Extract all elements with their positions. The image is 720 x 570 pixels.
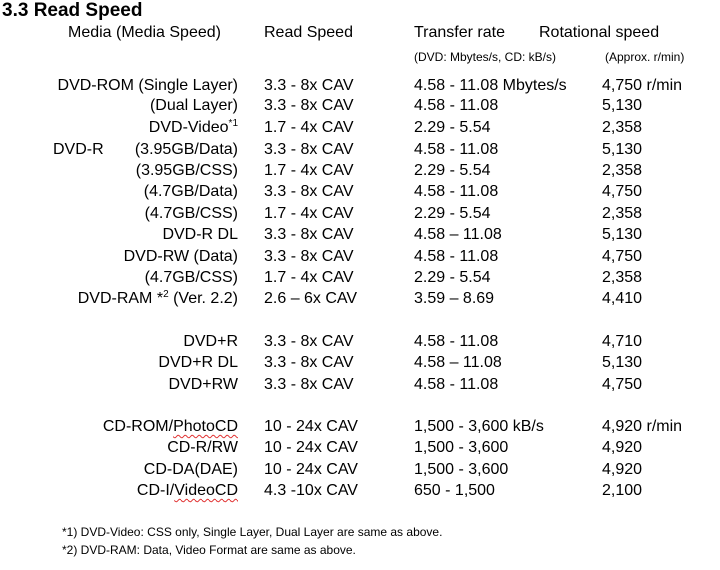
transfer-rate-cell: 1,500 - 3,600 kB/s [414, 418, 544, 435]
transfer-rate-cell: 4.58 - 11.08 [414, 183, 499, 200]
transfer-rate-cell: 2.29 - 5.54 [414, 119, 491, 136]
table-row [0, 141, 720, 161]
transfer-rate-cell: 2.29 - 5.54 [414, 205, 491, 222]
media-cell [78, 290, 238, 308]
rotational-speed-cell: 2,358 [602, 269, 643, 286]
rotational-speed-cell: 4,710 [602, 333, 643, 350]
media-cell [183, 333, 238, 351]
media-label: CD-R/RW [167, 439, 238, 456]
rotational-speed-cell: 2,358 [602, 119, 643, 136]
rotational-speed-cell: 4,410 [602, 290, 643, 307]
transfer-rate-cell: 4.58 - 11.08 [414, 333, 499, 350]
media-label: (Dual Layer) [149, 97, 238, 114]
media-cell [103, 418, 238, 436]
rotational-speed-cell: 2,358 [602, 205, 643, 222]
media-cell [58, 77, 238, 95]
media-label: CD-DA(DAE) [143, 461, 238, 478]
rotational-speed-unit: (Approx. r/min) [605, 50, 685, 64]
transfer-rate-cell: 4.58 - 11.08 [414, 248, 499, 265]
read-speed-cell: 4.3 -10x CAV [264, 482, 358, 499]
rotational-speed-cell: 4,750 [602, 183, 643, 200]
media-label: (3.95GB/Data) [134, 141, 238, 158]
transfer-rate-cell: 3.59 – 8.69 [414, 290, 495, 307]
media-label: DVD-Video [148, 119, 229, 136]
read-speed-cell: 3.3 - 8x CAV [264, 376, 354, 393]
rotational-speed-cell: 4,920 [602, 461, 643, 478]
footnote-ref: *1 [228, 118, 238, 129]
rotational-speed-cell: 4,750 r/min [602, 77, 683, 94]
footnote-ref: 2 [163, 289, 169, 300]
media-cell [145, 205, 238, 223]
read-speed-cell: 1.7 - 4x CAV [264, 119, 354, 136]
table-row [0, 248, 720, 268]
rotational-speed-cell: 4,920 [602, 439, 643, 456]
media-label: (4.7GB/CSS) [144, 269, 238, 286]
transfer-rate-cell: 2.29 - 5.54 [414, 162, 491, 179]
rotational-speed-cell: 4,750 [602, 248, 643, 265]
transfer-rate-cell: 1,500 - 3,600 [414, 461, 509, 478]
spellcheck-word: PhotoCD [173, 418, 238, 435]
section-title: 3.3 Read Speed [2, 0, 143, 21]
rotational-speed-cell: 5,130 [602, 354, 643, 371]
table-row [0, 226, 720, 246]
media-label: DVD+R [183, 333, 238, 350]
media-label-suffix: (Ver. 2.2) [168, 290, 238, 307]
rotational-speed-cell: 4,750 [602, 376, 643, 393]
media-label: DVD-ROM (Single Layer) [57, 77, 238, 94]
read-speed-cell: 3.3 - 8x CAV [264, 77, 354, 94]
media-cell [137, 482, 238, 500]
table-row [0, 290, 720, 310]
media-label: CD-I/ [136, 482, 175, 499]
transfer-rate-cell: 4.58 - 11.08 [414, 97, 499, 114]
header-rotational-speed: Rotational speed [539, 24, 660, 41]
read-speed-cell: 3.3 - 8x CAV [264, 226, 354, 243]
transfer-rate-cell: 4.58 – 11.08 [414, 226, 502, 243]
table-row [0, 354, 720, 374]
transfer-rate-cell: 4.58 - 11.08 [414, 141, 499, 158]
read-speed-cell: 10 - 24x CAV [264, 461, 358, 478]
media-cell [144, 461, 238, 479]
rotational-speed-cell: 2,358 [602, 162, 643, 179]
transfer-rate-cell: 4.58 - 11.08 [414, 376, 499, 393]
table-row [0, 461, 720, 481]
media-label: DVD-RW (Data) [123, 248, 238, 265]
media-label: DVD-RAM * [77, 290, 164, 307]
table-row [0, 97, 720, 117]
header-media: Media (Media Speed) [68, 24, 221, 41]
media-cell [144, 183, 238, 201]
media-cell [135, 141, 238, 159]
read-speed-cell: 1.7 - 4x CAV [264, 205, 354, 222]
rotational-speed-cell: 5,130 [602, 226, 643, 243]
table-row [0, 269, 720, 289]
media-label: CD-ROM/ [102, 418, 174, 435]
rotational-speed-cell: 2,100 [602, 482, 643, 499]
transfer-rate-cell: 650 - 1,500 [414, 482, 495, 499]
read-speed-cell: 10 - 24x CAV [264, 418, 358, 435]
table-row [0, 162, 720, 182]
media-cell [149, 119, 238, 137]
read-speed-cell: 3.3 - 8x CAV [264, 141, 354, 158]
read-speed-cell: 3.3 - 8x CAV [264, 354, 354, 371]
rotational-speed-cell: 5,130 [602, 141, 643, 158]
media-label: DVD-R DL [162, 226, 238, 243]
header-transfer-rate: Transfer rate [414, 24, 505, 41]
read-speed-cell: 3.3 - 8x CAV [264, 97, 354, 114]
media-label: DVD+R DL [158, 354, 238, 371]
transfer-rate-cell: 4.58 – 11.08 [414, 354, 502, 371]
read-speed-cell: 3.3 - 8x CAV [264, 248, 354, 265]
transfer-rate-unit: (DVD: Mbytes/s, CD: kB/s) [414, 50, 557, 64]
table-row [0, 418, 720, 438]
table-row [0, 482, 720, 502]
table-row [0, 376, 720, 396]
spellcheck-word: VideoCD [174, 482, 238, 499]
table-row [0, 77, 720, 97]
table-row [0, 183, 720, 203]
read-speed-cell: 1.7 - 4x CAV [264, 269, 354, 286]
media-label: (4.7GB/CSS) [144, 205, 238, 222]
rotational-speed-cell: 5,130 [602, 97, 643, 114]
table-row [0, 119, 720, 139]
footnote-1: *1) DVD-Video: CSS only, Single Layer, Dual Layer are same as above. [62, 525, 443, 539]
read-speed-cell: 1.7 - 4x CAV [264, 162, 354, 179]
read-speed-cell: 10 - 24x CAV [264, 439, 358, 456]
media-cell [169, 376, 239, 394]
media-cell [162, 226, 238, 244]
rotational-speed-cell: 4,920 r/min [602, 418, 683, 435]
read-speed-cell: 2.6 – 6x CAV [264, 290, 358, 307]
read-speed-cell: 3.3 - 8x CAV [264, 333, 354, 350]
table-row [0, 439, 720, 459]
media-cell [124, 248, 238, 266]
table-row [0, 333, 720, 353]
transfer-rate-cell: 4.58 - 11.08 Mbytes/s [414, 77, 567, 94]
media-label: DVD+RW [168, 376, 238, 393]
media-cell [167, 439, 238, 457]
read-speed-cell: 3.3 - 8x CAV [264, 183, 354, 200]
media-cell [136, 162, 238, 180]
media-label: (3.95GB/CSS) [135, 162, 238, 179]
footnote-2: *2) DVD-RAM: Data, Video Format are same as above. [62, 543, 356, 557]
media-label: (4.7GB/Data) [143, 183, 238, 200]
media-cell [158, 354, 238, 372]
media-group-label: DVD-R [53, 141, 104, 158]
transfer-rate-cell: 1,500 - 3,600 [414, 439, 509, 456]
media-cell [150, 97, 238, 115]
table-row [0, 205, 720, 225]
transfer-rate-cell: 2.29 - 5.54 [414, 269, 491, 286]
media-cell [145, 269, 238, 287]
header-read-speed: Read Speed [264, 24, 353, 41]
